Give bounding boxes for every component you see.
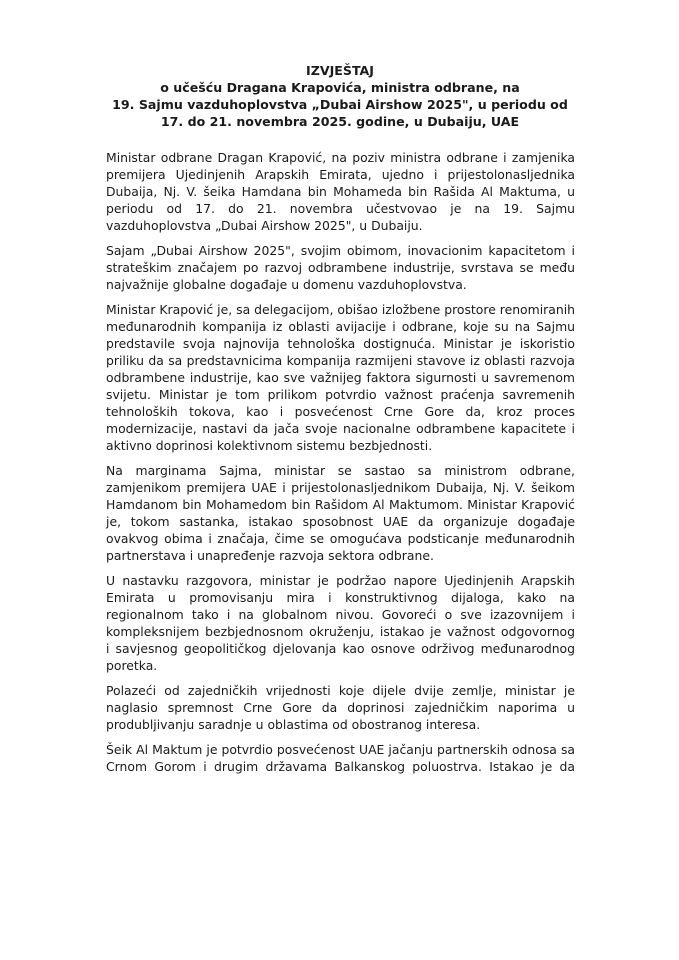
paragraph-line: premijera Ujedinjenih Arapskih Emirata, ujedno i prijestolonasljednika [106, 167, 575, 182]
paragraph-line: regionalnom tako i na globalnom nivou. Govoreći o sve izazovnijem i [106, 607, 575, 622]
title-subline: o učešću Dragana Krapovića, ministra odbrane, na [160, 80, 520, 95]
paragraph-line: ovakvog obima i značaja, čime se omogućava podsticanje međunarodnih [106, 531, 575, 546]
paragraph-line: Šeik Al Maktum je potvrdio posvećenost UAE jačanju partnerskih odnosa sa [106, 742, 575, 757]
paragraph [106, 301, 575, 454]
paragraph-line: periodu od 17. do 21. novembra učestvovao je na 19. Sajmu [106, 201, 575, 216]
paragraph-line: Dubaija, Nj. V. šeika Hamdana bin Mohameda bin Rašida Al Maktuma, u [106, 184, 575, 199]
paragraph [106, 741, 575, 775]
report-title [100, 62, 580, 130]
paragraph [106, 462, 575, 564]
paragraph-line: tehnoloških tokova, kao i posvećenost Crne Gore da, kroz proces [106, 404, 575, 419]
paragraph-line: predstavile svoja najnovija tehnološka dostignuća. Ministar je iskoristio [106, 336, 575, 351]
paragraph-line: Crnom Gorom i drugim državama Balkanskog poluostrva. Istakao je da [106, 759, 575, 774]
paragraph-line: međunarodnih kompanija iz oblasti avijacije i odbrane, koje su na Sajmu [106, 319, 575, 334]
paragraph-line: poretka. [106, 658, 158, 673]
paragraph-line: Ministar odbrane Dragan Krapović, na poziv ministra odbrane i zamjenika [106, 150, 575, 165]
paragraph-line: modernizacije, nastavi da jača svoje nacionalne odbrambene kapacitete i [106, 421, 575, 436]
paragraph [106, 682, 575, 733]
paragraph-line: kompleksnijem bezbjednosnom okruženju, istakao je važnost odgovornog [106, 624, 575, 639]
paragraph-line: zamjenikom premijera UAE i prijestolonasljednikom Dubaija, Nj. V. šeikom [106, 480, 575, 495]
paragraph-line: priliku da sa predstavnicima kompanija razmijeni stavove iz oblasti razvoja [106, 353, 575, 368]
paragraph-line: Polazeći od zajedničkih vrijednosti koje dijele dvije zemlje, ministar je [106, 683, 575, 698]
paragraph-line: Na marginama Sajma, ministar se sastao sa ministrom odbrane, [106, 463, 575, 478]
paragraph-line: odbrambene industrije, kao sve važnijeg faktora sigurnosti u savremenom [106, 370, 575, 385]
paragraph-line: najvažnije globalne događaje u domenu vazduhoplovstva. [106, 277, 467, 292]
paragraph [106, 242, 575, 293]
title-subline: 17. do 21. novembra 2025. godine, u Dubaiju, UAE [160, 114, 520, 129]
paragraph-line: vazduhoplovstva „Dubai Airshow 2025", u Dubaiju. [106, 218, 423, 233]
title-subline: 19. Sajmu vazduhoplovstva „Dubai Airshow 2025", u periodu od [112, 97, 568, 112]
paragraph-line: Hamdanom bin Mohamedom bin Rašidom Al Maktumom. Ministar Krapović [106, 497, 575, 512]
paragraph-line: svijetu. Ministar je tom prilikom potvrdio važnost praćenja savremenih [106, 387, 575, 402]
paragraph-line: Emirata u promovisanju mira i konstruktivnog dijaloga, kako na [106, 590, 575, 605]
paragraph [106, 149, 575, 234]
paragraph-line: partnerstava i unapređenje razvoja sektora odbrane. [106, 548, 434, 563]
paragraph-line: strateškim značajem po razvoj odbrambene industrije, svrstava se među [106, 260, 575, 275]
report-body [106, 149, 575, 783]
paragraph-line: Ministar Krapović je, sa delegacijom, obišao izložbene prostore renomiranih [106, 302, 575, 317]
title-heading: IZVJEŠTAJ [306, 63, 374, 78]
paragraph-line: Sajam „Dubai Airshow 2025", svojim obimom, inovacionim kapacitetom i [106, 243, 575, 258]
paragraph-line: i savjesnog geopolitičkog djelovanja kao osnove održivog međunarodnog [106, 641, 575, 656]
paragraph-line: U nastavku razgovora, ministar je podržao napore Ujedinjenih Arapskih [106, 573, 575, 588]
paragraph [106, 572, 575, 674]
paragraph-line: aktivno doprinosi kolektivnom sistemu bezbjednosti. [106, 438, 433, 453]
paragraph-line: produbljivanju saradnje u oblastima od obostranog interesa. [106, 717, 481, 732]
paragraph-line: naglasio spremnost Crne Gore da doprinosi zajedničkim naporima u [106, 700, 575, 715]
paragraph-line: je, tokom sastanka, istakao sposobnost UAE da organizuje događaje [106, 514, 575, 529]
